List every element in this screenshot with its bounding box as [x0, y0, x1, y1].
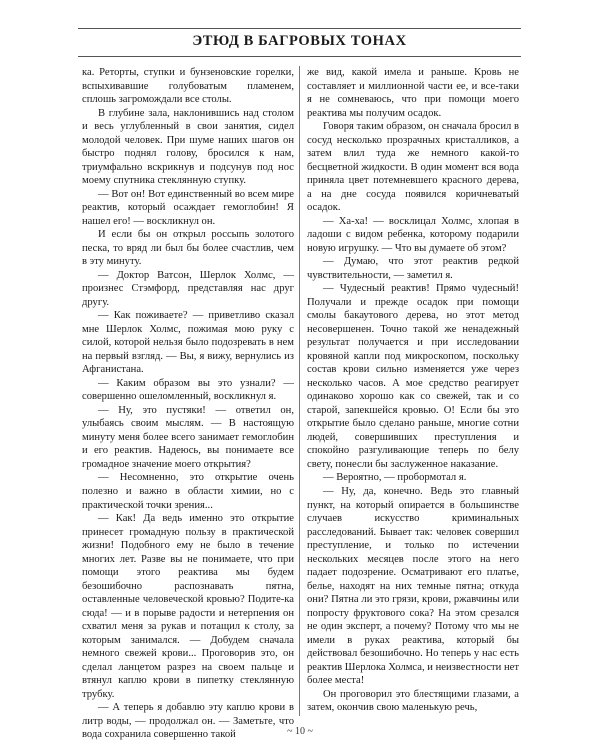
paragraph: — Ну, это пустяки! — ответил он, улыбаясь своим мыслям. — В настоящую минуту меня более всего занимает гемоглобин и его реактив. Надеюсь, вы понимаете все громадное значение моего открытия? [82, 404, 294, 470]
paragraph: — Вероятно, — пробормотал я. [323, 472, 467, 484]
column-divider [299, 66, 300, 716]
left-column [82, 66, 294, 742]
paragraph: ка. Реторты, ступки и бунзеновские горелки, вспыхивавшие голубоватым пламенем, сплошь загромождали все столы. [82, 67, 294, 106]
paragraph: — Ну, да, конечно. Ведь это главный пункт, на который опирается в большинстве случаев искусство криминальных расследований. Бывает так: человек совершил преступление, и только по истечении нескольких месяцев после этого на него падает подозрение. Осматривают его платье, белье, находят на них темные пятна; откуда они? Пятна ли это грязи, крови, ржавчины или попросту фруктового сока? На этом срезался не один эксперт, а почему? Потому что мы не имели в руках реактива, который бы действовал безошибочно. Но теперь у нас есть реактив Шерлока Холмса, и неизвестности нет более места! [307, 485, 519, 687]
paragraph: — Ха-ха! — восклицал Холмс, хлопая в ладоши с видом ребенка, которому подарили новую игрушку. — Что вы думаете об этом? [307, 215, 519, 254]
page-number: ~ 10 ~ [287, 726, 313, 737]
running-header: ЭТЮД В БАГРОВЫХ ТОНАХ [192, 33, 407, 49]
paragraph: же вид, какой имела и раньше. Кровь не составляет и миллионной части ее, и все-таки я не сомневаюсь, что при помощи моего реактива мы получим осадок. [307, 67, 519, 119]
paragraph: В глубине зала, наклонившись над столом и весь углубленный в свои занятия, сидел молодой человек. При шуме наших шагов он быстро поднял голову, бросился к нам, триумфально вскрикнув и подсунув под нос моему спутника стеклянную ступку. [82, 107, 294, 187]
paragraph: — Думаю, что этот реактив редкой чувствительности, — заметил я. [307, 256, 519, 281]
paragraph: И если бы он открыл россыпь золотого песка, то вряд ли был бы более счастлив, чем в эту минуту. [82, 229, 294, 268]
paragraph: — Как поживаете? — приветливо сказал мне Шерлок Холмс, пожимая мою руку с силой, которой нельзя было подозревать в нем на первый взгляд. — Вы, я вижу, вернулись из Афганистана. [82, 310, 294, 376]
paragraph: — А теперь я добавлю эту каплю крови в литр воды, — продолжал он. — Заметьте, что вода сохранила совершенно такой [82, 702, 294, 741]
right-column [307, 66, 519, 715]
paragraph: Он проговорил это блестящими глазами, а затем, окончив свою маленькую речь, [307, 688, 519, 714]
paragraph: — Чудесный реактив! Прямо чудесный! Получали и прежде осадок при помощи смолы бакаутового дерева, но этот метод несовершенен. Точно такой же ненадежный результат получается и при исследовании кровяной капли под микроскопом, поскольку состав крови сильно изменяется уже через несколько часов. А мое средство реагирует одинаково хорошо как со свежей, так и со старой, запекшейся кровью. О! Если бы это открытие было сделано раньше, многие сотни людей, совершивших преступления и спокойно разгуливающие теперь по белу свету, понесли бы заслуженное наказание. [307, 283, 519, 470]
paragraph: — Несомненно, это открытие очень полезно и важно в области химии, но с практической точки зрения... [82, 472, 294, 511]
paragraph: — Вот он! Вот единственный во всем мире реактив, который осаждает гемоглобин! Я нашел его! — воскликнул он. [82, 188, 294, 227]
top-rule [78, 28, 521, 29]
paragraph: — Как! Да ведь именно это открытие принесет громадную пользу в практической жизни! Подобного ему не было в течение многих лет. Разве вы не понимаете, что при помощи этого реактива мы будем безошибочно распознавать пятна, оставленные человеческой кровью? Подите-ка сюда! — и в порыве радости и нетерпения он схватил меня за рукав и потащил к столу, за которым занимался. — Добудем сначала немного свежей крови... Проговорив это, он сделал ланцетом разрез на своем пальце и втянул каплю крови в пипетку стеклянную трубку. [82, 513, 294, 700]
paragraph: — Доктор Ватсон, Шерлок Холмс, — произнес Стэмфорд, представляя нас друг другу. [82, 269, 294, 308]
paragraph: Говоря таким образом, он сначала бросил в сосуд несколько прозрачных кристалликов, а затем влил туда же немного какой-то бесцветной жидкости. В один момент вся вода приняла цвет потемневшего красного дерева, а на дне сосуда появился коричневатый осадок. [307, 121, 519, 214]
header-rule [78, 56, 521, 57]
paragraph: — Каким образом вы это узнали? — совершенно ошеломленный, воскликнул я. [82, 377, 294, 403]
